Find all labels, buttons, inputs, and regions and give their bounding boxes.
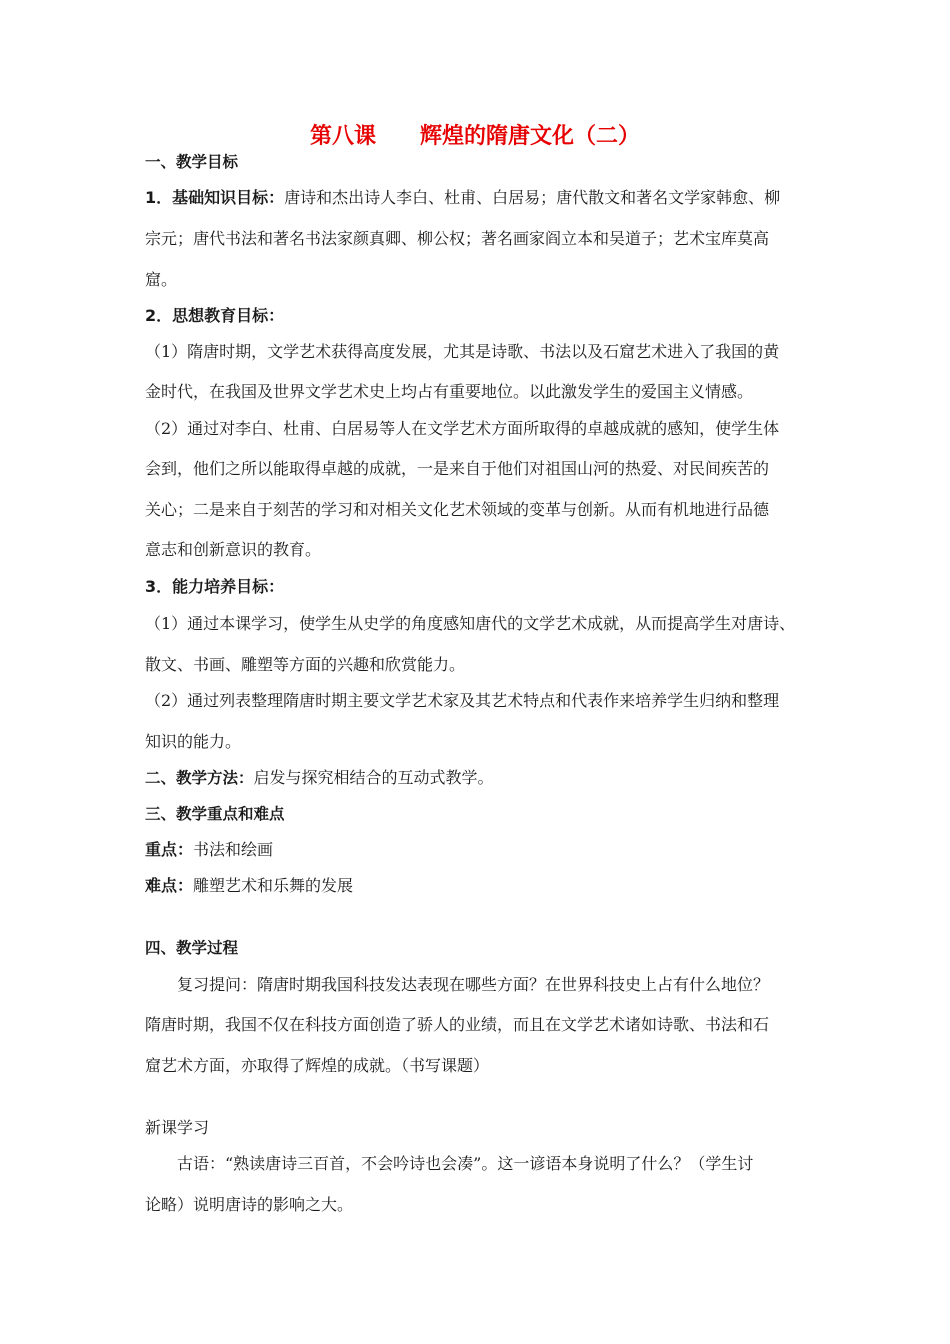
lesson-title: 第八课 辉煌的隋唐文化（二） [309, 124, 640, 149]
goal-1-line-2: 宗元；唐代书法和著名书法家颜真卿、柳公权；著名画家阎立本和吴道子；艺术宝库莫高 [145, 229, 770, 248]
goal-3-p2-line-2: 知识的能力。 [145, 732, 242, 751]
goal-2-p1-line-2: 金时代，在我国及世界文学艺术史上均占有重要地位。以此激发学生的爱国主义情感。 [145, 382, 754, 401]
goal-1-line-1: 1．基础知识目标：唐诗和杰出诗人李白、杜甫、白居易；唐代散文和著名文学家韩愈、柳 [145, 188, 781, 207]
goal-1-line-3: 窟。 [145, 270, 178, 289]
difficulty-label: 难点： [145, 876, 194, 895]
section-3-heading: 三、教学重点和难点 [145, 805, 285, 823]
key-point-line: 重点：书法和绘画 [145, 840, 274, 859]
new-lesson-label: 新课学习 [145, 1118, 210, 1137]
section-4-heading: 四、教学过程 [145, 939, 239, 957]
goal-3-p1-line-1: （1）通过本课学习，使学生从史学的角度感知唐代的文学艺术成就，从而提高学生对唐诗、 [145, 614, 796, 633]
proverb-line-2: 论略）说明唐诗的影响之大。 [145, 1195, 354, 1214]
section-2-line: 二、教学方法：启发与探究相结合的互动式教学。 [145, 768, 494, 787]
goal-2-p2-line-4: 意志和创新意识的教育。 [145, 540, 322, 559]
section-1-heading: 一、教学目标 [145, 153, 239, 171]
review-line-3: 窟艺术方面，亦取得了辉煌的成就。（书写课题） [145, 1056, 490, 1075]
proverb-line-1: 古语：“熟读唐诗三百首，不会吟诗也会凑”。这一谚语本身说明了什么？（学生讨 [177, 1154, 754, 1173]
goal-2-p2-line-3: 关心；二是来自于刻苦的学习和对相关文化艺术领域的变革与创新。从而有机地进行品德 [145, 500, 770, 519]
key-point-label: 重点： [145, 840, 194, 859]
goal-2-label: 2．思想教育目标： [145, 306, 285, 325]
review-line-1: 复习提问：隋唐时期我国科技发达表现在哪些方面？在世界科技史上占有什么地位？ [177, 975, 770, 994]
goal-2-p1-line-1: （1）隋唐时期，文学艺术获得高度发展，尤其是诗歌、书法以及石窟艺术进入了我国的黄 [145, 342, 780, 361]
goal-2-p2-line-1: （2）通过对李白、杜甫、白居易等人在文学艺术方面所取得的卓越成就的感知，使学生体 [145, 419, 780, 438]
goal-2-p2-line-2: 会到，他们之所以能取得卓越的成就，一是来自于他们对祖国山河的热爱、对民间疾苦的 [145, 459, 770, 478]
goal-3-p2-line-1: （2）通过列表整理隋唐时期主要文学艺术家及其艺术特点和代表作来培养学生归纳和整理 [145, 691, 780, 710]
goal-3-p1-line-2: 散文、书画、雕塑等方面的兴趣和欣赏能力。 [145, 655, 466, 674]
difficulty-line: 难点：雕塑艺术和乐舞的发展 [145, 876, 354, 895]
goal-3-label: 3．能力培养目标： [145, 577, 285, 596]
goal-1-label: 1．基础知识目标： [145, 188, 285, 207]
section-2-heading: 二、教学方法： [145, 769, 254, 787]
review-line-2: 隋唐时期，我国不仅在科技方面创造了骄人的业绩，而且在文学艺术诸如诗歌、书法和石 [145, 1015, 770, 1034]
